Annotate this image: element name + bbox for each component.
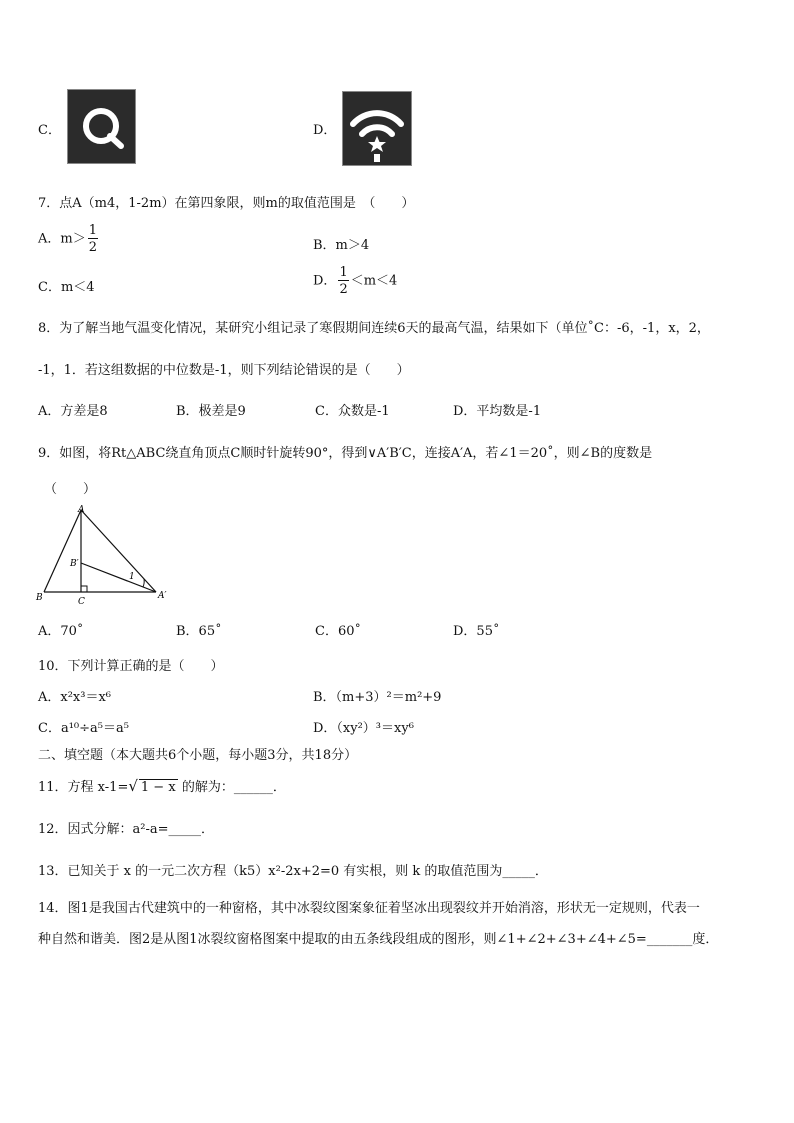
- q10-option-c: C．a¹⁰÷a⁵＝a⁵: [38, 721, 129, 736]
- q9-stem-line2: （ ）: [44, 482, 97, 497]
- q9-option-a: A．70˚: [38, 624, 84, 639]
- q10-option-a: A．x²x³＝x⁶: [38, 690, 112, 705]
- q7-option-a: [38, 224, 100, 254]
- label-a-prime: A′: [158, 591, 167, 601]
- q11-suffix: 的解为：______．: [181, 780, 286, 795]
- q8-stem-line1: 8．为了解当地气温变化情况，某研究小组记录了寒假期间连续6天的最高气温，结果如下（单位˚C：-6，-1，x，2，: [38, 321, 710, 336]
- q7-option-d: [313, 266, 397, 296]
- right-angle-mark: [81, 586, 87, 592]
- q7-option-b: B．m＞4: [313, 238, 370, 253]
- q6-option-d-label: D．: [313, 123, 337, 138]
- q11: [38, 776, 286, 795]
- q9-option-c: C．60˚: [315, 624, 361, 639]
- label-c: C: [78, 597, 85, 607]
- q10-stem: 10．下列计算正确的是（ ）: [38, 659, 224, 674]
- q8-option-d: D．平均数是-1: [453, 404, 542, 419]
- label-b: B: [36, 593, 43, 603]
- label-b-prime: B′: [70, 559, 79, 569]
- q8-option-c: C．众数是-1: [315, 404, 390, 419]
- segment-b-prime-a-prime: [81, 563, 156, 592]
- q8-stem-line2: -1，1．若这组数据的中位数是-1，则下列结论错误的是（ ）: [38, 363, 410, 378]
- q10-option-b: B．（m+3）²＝m²+9: [313, 690, 442, 705]
- q10-option-d: D．（xy²）³＝xy⁶: [313, 721, 414, 736]
- q14-line1: 14．图1是我国古代建筑中的一种窗格，其中冰裂纹图案象征着坚冰出现裂纹并开始消溶，形状无一定规则，代表一: [38, 901, 700, 916]
- q9-stem-line1: 9．如图，将Rt△ABC绕直角顶点C顺时针旋转90°，得到∨A′B′C，连接A′A，若∠1＝20˚，则∠B的度数是: [38, 446, 653, 461]
- q14-line2: 种自然和谐美．图2是从图1冰裂纹窗格图案中提取的由五条线段组成的图形，则∠1+∠2+∠3+∠4+∠5=_______度．: [38, 932, 719, 947]
- fraction: $\frac{1}{2}$: [88, 223, 97, 255]
- angle-1-arc: [143, 579, 144, 587]
- search-q-icon: [67, 89, 136, 164]
- wifi-star-icon: [342, 91, 412, 166]
- section-title: 二、填空题（本大题共6个小题，每小题3分，共18分）: [38, 748, 358, 763]
- q13: 13．已知关于 x 的一元二次方程（k5）x²-2x+2=0 有实根，则 k 的取值范围为_____．: [38, 864, 548, 879]
- q7-option-c: C．m＜4: [38, 280, 95, 295]
- segment-ab: [44, 510, 81, 592]
- q8-option-b: B．极差是9: [176, 404, 246, 419]
- q7-stem: 7．点A（m4，1-2m）在第四象限，则m的取值范围是 （ ）: [38, 196, 415, 211]
- label-angle-1: 1: [129, 572, 135, 582]
- q9-triangle-figure: [32, 500, 180, 608]
- q7-option-a-label: A．m＞: [38, 231, 86, 247]
- q8-option-a: A．方差是8: [38, 404, 108, 419]
- q9-option-d: D．55˚: [453, 624, 500, 639]
- q7-option-d-suffix: ＜m＜4: [350, 273, 398, 289]
- q11-prefix: 11．方程 x-1=: [38, 780, 129, 795]
- q7-option-d-label: D．: [313, 273, 337, 289]
- fraction: $\frac{1}{2}$: [339, 265, 348, 297]
- q11-radicand: 1 − x: [140, 780, 176, 795]
- q12: 12．因式分解：a²-a=_____．: [38, 822, 215, 837]
- sqrt-icon: √: [128, 777, 138, 795]
- q9-option-b: B．65˚: [176, 624, 222, 639]
- q6-option-c-label: C．: [38, 123, 61, 138]
- label-a: A: [78, 505, 85, 515]
- segment-a-a-prime: [81, 510, 156, 592]
